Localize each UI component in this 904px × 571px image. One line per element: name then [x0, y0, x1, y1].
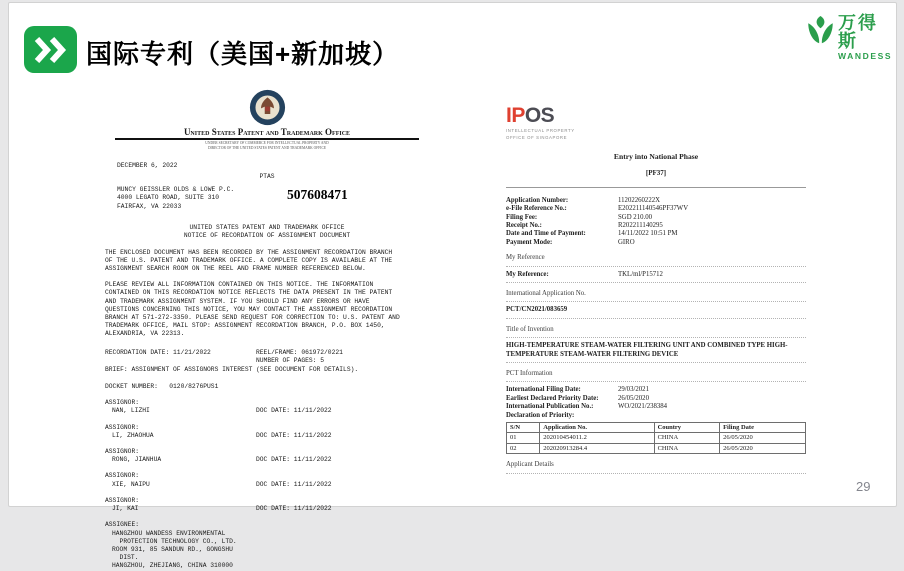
assignor-label: ASSIGNOR:: [105, 399, 140, 407]
double-chevron-icon: [24, 26, 77, 73]
priority-table: [506, 422, 806, 455]
col-header-country: Country: [654, 422, 720, 433]
assignor-block: [105, 472, 433, 488]
field-label: e-File Reference No.:: [506, 205, 567, 213]
doc-date: DOC DATE: 11/11/2022: [256, 407, 332, 415]
assignor-block: [105, 424, 433, 440]
brand-name-cn: 万得斯: [838, 13, 878, 51]
ipos-logo: [506, 105, 806, 140]
pct-field-label: International Publication No.:: [506, 403, 594, 411]
pct-field-label: International Filing Date:: [506, 386, 581, 394]
doc-date: DOC DATE: 11/11/2022: [256, 431, 332, 439]
col-header-application-no: Application No.: [540, 422, 654, 433]
invention-title: HIGH-TEMPERATURE STEAM-WATER FILTERING UNIT AND COMBINED TYPE HIGH-TEMPERATURE STEAM-WATER FILTERING DEVICE: [506, 338, 806, 363]
docket-number: DOCKET NUMBER: 0120/8276PUS1: [105, 383, 219, 391]
table-row: [507, 443, 806, 454]
brief-line: BRIEF: ASSIGNMENT OF ASSIGNORS INTEREST (SEE DOCUMENT FOR DETAILS).: [105, 365, 359, 373]
number-of-pages: NUMBER OF PAGES: 5: [256, 356, 325, 364]
pct-field-label: Earliest Declared Priority Date:: [506, 394, 599, 402]
field-label: Payment Mode:: [506, 238, 553, 246]
divider: [506, 187, 806, 188]
field-value: SGD 210.00: [618, 213, 652, 221]
assignee-line: DIST.: [112, 554, 139, 562]
uspto-office-subtitle-2: DIRECTOR OF THE UNITED STATES PATENT AND TRADEMARK OFFICE: [207, 146, 327, 151]
cell-filing-date: 26/05/2020: [720, 443, 806, 454]
assignor-label: ASSIGNOR:: [105, 472, 140, 480]
field-value: R202211140295: [618, 221, 663, 229]
table-row: [507, 433, 806, 444]
cell-application-no: 202020913284.4: [540, 443, 654, 454]
ipos-logo-subtitle-2: OFFICE OF SINGAPORE: [506, 135, 568, 140]
section-title-of-invention: Title of Invention: [506, 326, 806, 338]
assignor-block: [105, 497, 433, 513]
form-code: [PF37]: [645, 169, 667, 178]
doc-date: DOC DATE: 11/11/2022: [256, 480, 332, 488]
chevron-right-icon: [34, 37, 68, 63]
pct-field-label: Declaration of Priority:: [506, 411, 575, 419]
col-header-filing-date: Filing Date: [720, 422, 806, 433]
ipos-document: [506, 93, 806, 474]
uspto-office-subtitle-1: UNDER SECRETARY OF COMMERCE FOR INTELLECTUAL PROPERTY AND: [205, 141, 329, 145]
ipos-logo-ip: IP: [506, 104, 525, 127]
wandess-plant-icon: [806, 14, 835, 47]
assignor-name: NAN, LIZHI: [112, 407, 150, 415]
ptas-label: PTAS: [259, 173, 275, 181]
field-value: 11202260222X: [618, 196, 661, 204]
cell-filing-date: 26/05/2020: [720, 433, 806, 444]
field-value: GIRO: [618, 238, 635, 246]
field-label: Filing Fee:: [506, 213, 538, 221]
uspto-document: [101, 89, 433, 571]
notice-title-line2: NOTICE OF RECORDATION OF ASSIGNMENT DOCUMENT: [183, 232, 351, 240]
section-intl-application: International Application No.: [506, 290, 806, 302]
recordation-number: 507608471: [287, 187, 348, 203]
assignee-line: PROTECTION TECHNOLOGY CO., LTD.: [112, 537, 237, 545]
cell-country: CHINA: [654, 433, 720, 444]
assignee-line: HANGZHOU WANDESS ENVIRONMENTAL: [112, 529, 226, 537]
addressee-line: FAIRFAX, VA 22033: [117, 202, 182, 210]
cell-sn: 01: [507, 433, 540, 444]
field-value: E202211140546PF37WV: [618, 205, 689, 213]
ipos-logo-subtitle-1: INTELLECTUAL PROPERTY: [506, 128, 575, 133]
pct-field-value: 29/03/2021: [618, 386, 649, 394]
section-applicant-details: Applicant Details: [506, 461, 806, 473]
cell-country: CHINA: [654, 443, 720, 454]
assignor-block: [105, 399, 433, 415]
section-pct-information: PCT Information: [506, 370, 806, 382]
priority-table-header-row: [507, 422, 806, 433]
slide-canvas: [8, 2, 897, 570]
notice-title-line1: UNITED STATES PATENT AND TRADEMARK OFFICE: [189, 224, 345, 232]
doc-date: DOC DATE: 11/11/2022: [256, 505, 332, 513]
assignor-name: XIE, NAIPU: [112, 480, 150, 488]
wandess-logo: [806, 14, 896, 61]
assignor-label: ASSIGNOR:: [105, 496, 140, 504]
uspto-office-title: United States Patent and Trademark Office: [115, 127, 419, 140]
pct-field-value: 26/05/2020: [618, 394, 649, 402]
letter-date: DECEMBER 6, 2022: [117, 161, 178, 169]
ipos-logo-os: OS: [524, 104, 555, 127]
field-label: Date and Time of Payment:: [506, 230, 586, 238]
cell-sn: 02: [507, 443, 540, 454]
assignor-name: LI, ZHAOHUA: [112, 431, 154, 439]
field-label: Application Number:: [506, 196, 569, 204]
assignor-name: RONG, JIANHUA: [112, 456, 162, 464]
assignee-line: ROOM 931, 85 SANDUN RD., GONGSHU: [112, 545, 233, 553]
assignor-name: JI, KAI: [112, 505, 139, 513]
uspto-seal-icon: [101, 89, 433, 127]
page-title: 国际专利（美国+新加坡）: [86, 39, 400, 69]
addressee-line: MUNCY GEISSLER OLDS & LOWE P.C.: [117, 186, 235, 194]
assignee-line: HANGZHOU, ZHEJIANG, CHINA 310000: [112, 562, 233, 570]
page-number: 29: [856, 479, 871, 494]
doc-date: DOC DATE: 11/11/2022: [256, 456, 332, 464]
col-header-sn: S/N: [507, 422, 540, 433]
addressee-line: 4000 LEGATO ROAD, SUITE 310: [117, 194, 220, 202]
brand-name-en: WANDESS: [838, 51, 893, 61]
assignee-label: ASSIGNEE:: [105, 521, 140, 529]
assignor-label: ASSIGNOR:: [105, 448, 140, 456]
intl-application-no: PCT/CN2021/083659: [506, 302, 806, 318]
notice-paragraph-1: THE ENCLOSED DOCUMENT HAS BEEN RECORDED BY THE ASSIGNMENT RECORDATION BRANCH OF THE U.S. PATENT AND TRADEMARK OFFICE. A COMPLETE COPY IS AVAILABLE AT THE ASSIGNMENT SEARCH ROOM ON THE REEL AND FRAME NUMBER REFERENCED BELOW.: [105, 248, 393, 273]
field-label: Receipt No.:: [506, 221, 542, 229]
notice-paragraph-2: PLEASE REVIEW ALL INFORMATION CONTAINED ON THIS NOTICE. THE INFORMATION CONTAINED ON THIS RECORDATION NOTICE REFLECTS THE DATA PRESENT IN THE PATENT AND TRADEMARK ASSIGNMENT SYSTEM. IF YOU SHOULD FIND ANY ERRORS OR HAVE QUESTIONS CONCERNING THIS NOTICE, YOU MAY CONTACT THE ASSIGNMENT RECORDATION BRANCH AT 571-272-3350. PLEASE SEND REQUEST FOR CORRECTION TO: U.S. PATENT AND TRADEMARK OFFICE, MAIL STOP: ASSIGNMENT RECORDATION BRANCH, P.O. BOX 1450, ALEXANDRIA, VA 22313.: [105, 281, 400, 338]
my-reference-value: TKL/ml/P15712: [618, 270, 663, 278]
assignee-block: [105, 521, 433, 570]
assignor-block: [105, 448, 433, 464]
assignor-label: ASSIGNOR:: [105, 423, 140, 431]
pct-field-value: WO/2021/238384: [618, 403, 668, 411]
form-title: Entry into National Phase: [613, 152, 699, 161]
field-value: 14/11/2022 10:51 PM: [618, 230, 678, 238]
section-my-reference: My Reference: [506, 254, 806, 266]
cell-application-no: 202010454011.2: [540, 433, 654, 444]
reel-frame: REEL/FRAME: 061972/0221: [256, 348, 343, 356]
my-reference-label: My Reference:: [506, 270, 549, 278]
recordation-date: RECORDATION DATE: 11/21/2022: [105, 348, 211, 356]
